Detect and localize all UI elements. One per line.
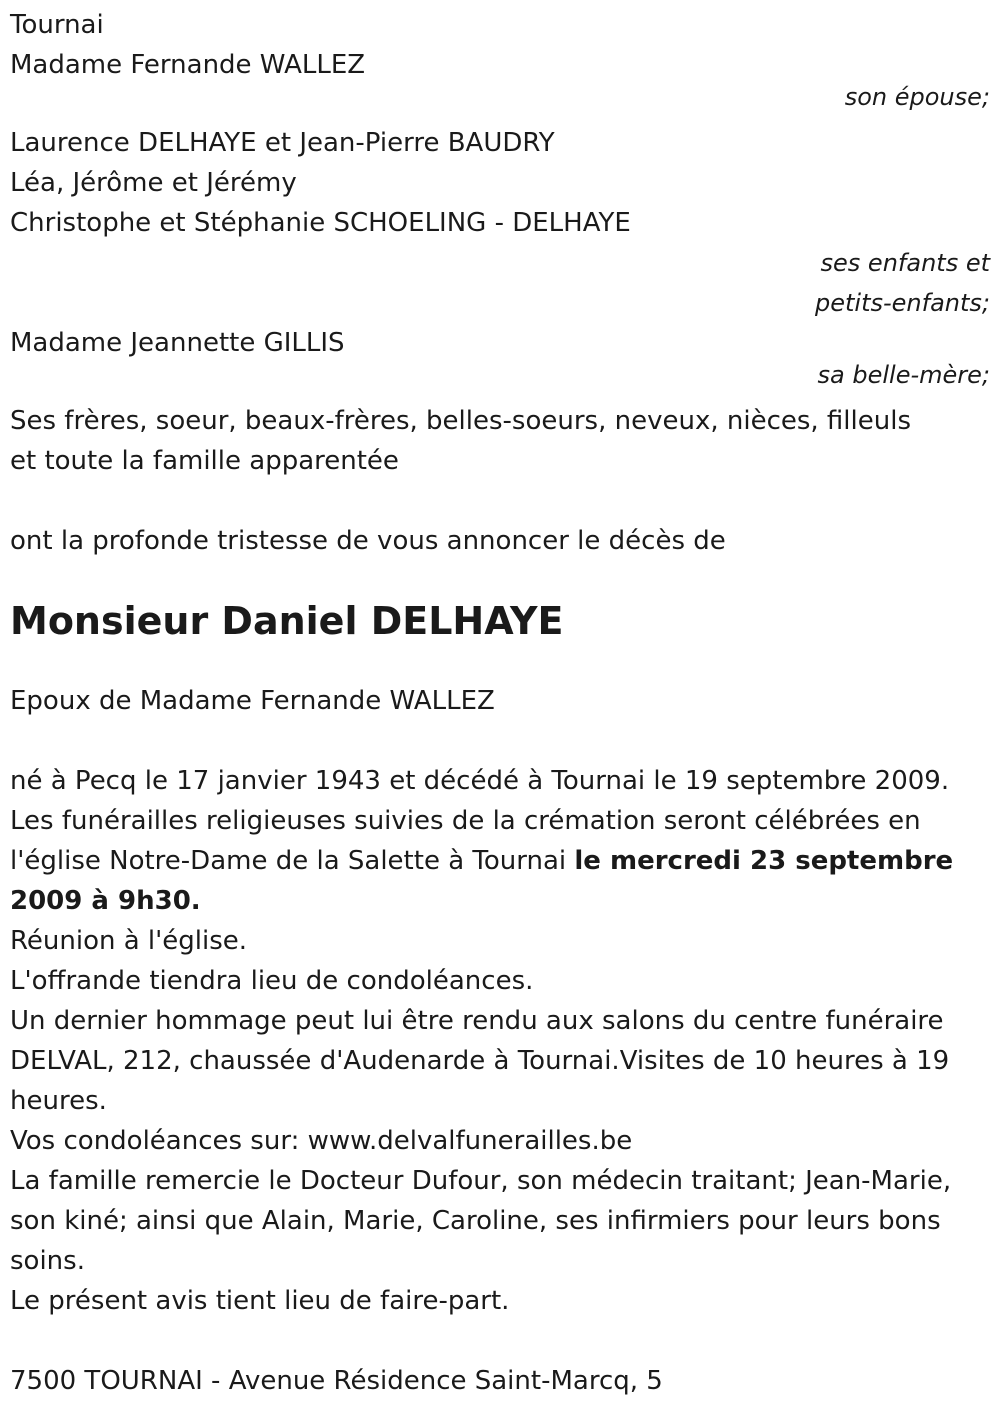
family-line-1: Ses frères, soeur, beaux-frères, belles-soeurs, neveux, nièces, filleuls	[10, 406, 911, 436]
children-role-line-1: ses enfants et	[820, 249, 990, 277]
birth-death: né à Pecq le 17 janvier 1943 et décédé à Tournai le 19 septembre 2009.	[10, 766, 950, 796]
spouse-role: son épouse;	[844, 83, 990, 111]
spouse-name: Madame Fernande WALLEZ	[10, 50, 366, 80]
offering: L'offrande tiendra lieu de condoléances.	[10, 966, 534, 996]
funeral-info	[10, 801, 990, 921]
spacer	[10, 1321, 990, 1361]
announcement: ont la profonde tristesse de vous annoncer le décès de	[10, 526, 726, 556]
funeral-date: le mercredi 23 septembre 2009 à 9h30.	[10, 846, 954, 916]
spacer	[10, 721, 990, 761]
deceased-name: Monsieur Daniel DELHAYE	[10, 599, 564, 643]
children-role-line-2: petits-enfants;	[815, 289, 990, 317]
mother-in-law-role: sa belle-mère;	[817, 361, 990, 389]
family-line-2: et toute la famille apparentée	[10, 446, 399, 476]
mother-in-law-name: Madame Jeannette GILLIS	[10, 328, 345, 358]
thanks: La famille remercie le Docteur Dufour, son médecin traitant; Jean-Marie, son kiné; ainsi que Alain, Marie, Caroline, ses infirmiers pour leurs bons soins.	[10, 1166, 952, 1276]
spacer	[10, 481, 990, 521]
meeting: Réunion à l'église.	[10, 926, 248, 956]
city: Tournai	[10, 10, 104, 40]
child-line-3: Christophe et Stéphanie SCHOELING - DELHAYE	[10, 208, 631, 238]
notice: Le présent avis tient lieu de faire-part.	[10, 1286, 510, 1316]
spouse-of: Epoux de Madame Fernande WALLEZ	[10, 686, 495, 716]
funeral-text: Les funérailles religieuses suivies de la crémation seront célébrées en l'église Notre-Dame de la Salette à Tournai	[10, 806, 921, 876]
child-line-1: Laurence DELHAYE et Jean-Pierre BAUDRY	[10, 128, 555, 158]
child-line-2: Léa, Jérôme et Jérémy	[10, 168, 297, 198]
tribute: Un dernier hommage peut lui être rendu aux salons du centre funéraire DELVAL, 212, chaussée d'Audenarde à Tournai.Visites de 10 heures à 19 heures.	[10, 1006, 950, 1116]
address: 7500 TOURNAI - Avenue Résidence Saint-Marcq, 5	[10, 1366, 663, 1396]
condolences: Vos condoléances sur: www.delvalfunerailles.be	[10, 1126, 633, 1156]
